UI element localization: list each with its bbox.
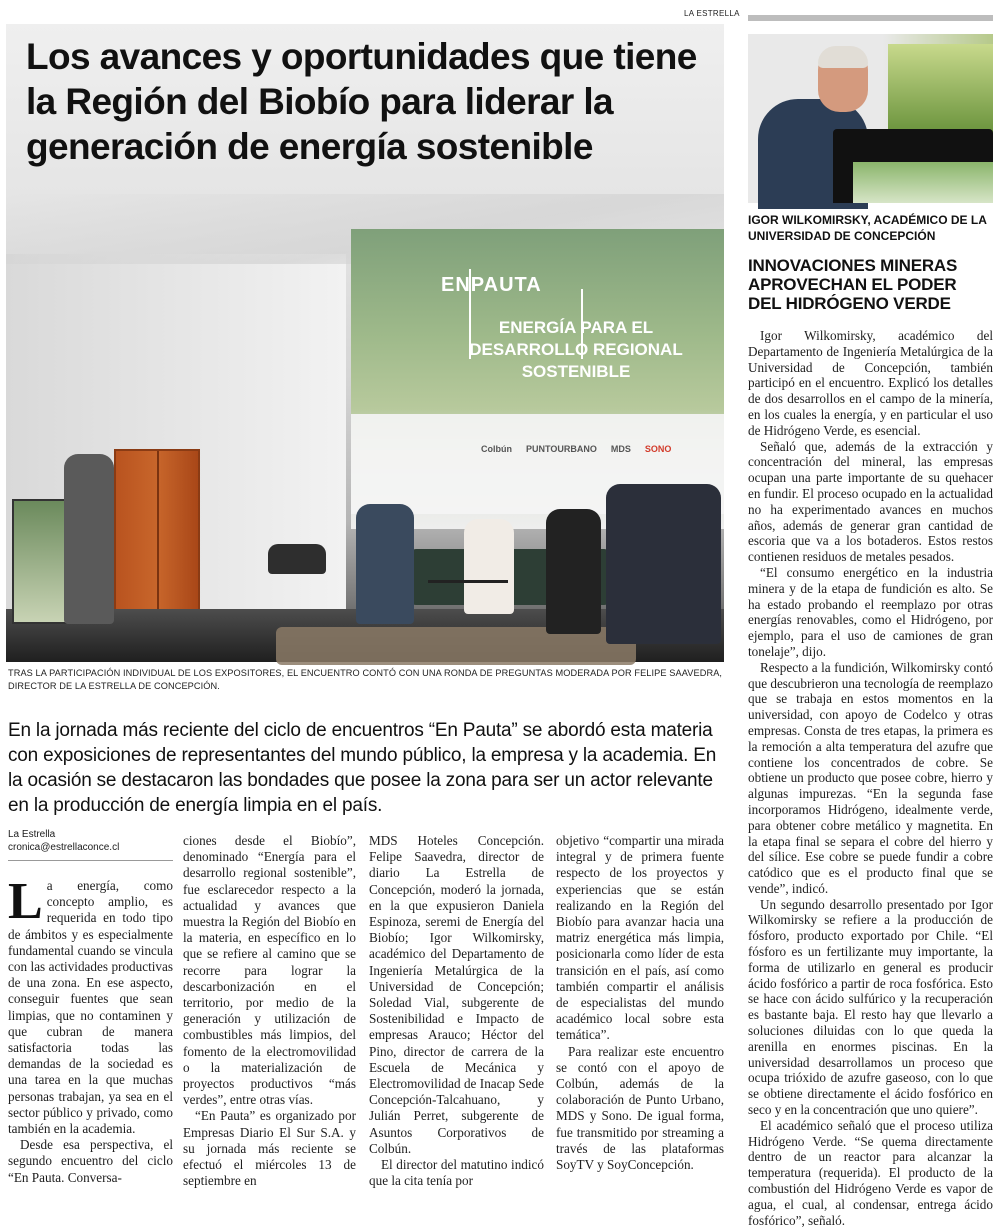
drop-cap: L — [8, 873, 43, 930]
sidebar-top-rule — [748, 15, 993, 21]
sidebar-paragraph: Respecto a la fundición, Wilkomirsky contó que descubrieron una tecnología de reemplazo que se trabaja en estos momentos en la universidad, con apoyo de Codelco y otras empresas. Consta de tres etapas, la primera es la remoción a alta temperatura del azufre que contiene los concentrados de cobre. Se obtiene un producto que posee cobre, hierro y algunas impurezas. “En la segunda fase incorporamos Hidrógeno, idealmente verde, para obtener cobre metálico y magnetita. En la etapa final se separa el cobre del hierro y del sílice. Ese cobre se puede fundir a cobre catódico que es el producto final que se vende”, indicó. — [748, 659, 993, 896]
article-column-2 — [183, 833, 356, 1189]
sponsor-logo: PUNTOURBANO — [526, 444, 597, 454]
byline-email: cronica@estrellaconce.cl — [8, 842, 120, 853]
article-column-4 — [556, 833, 724, 1173]
article-column-1 — [8, 873, 173, 1186]
stage-door — [114, 449, 200, 614]
sidebar-paragraph: “El consumo energético en la industria minera y de la etapa de fundición es alto. Se ha estado probando el reemplazo por otras energías renovables, como el Hidrógeno, por ejemplo, para el uso de camiones de gran tonelaje”, dijo. — [748, 564, 993, 659]
sponsor-logos — [481, 444, 721, 454]
body-text: Desde esa perspectiva, el segundo encuentro del ciclo “En Pauta. Conversa- — [8, 1137, 173, 1185]
masthead: LA ESTRELLA — [684, 9, 740, 18]
sidebar-photo-caption: IGOR WILKOMIRSKY, ACADÉMICO DE LA UNIVERSIDAD DE CONCEPCIÓN — [748, 213, 987, 243]
speaker-figure — [64, 454, 114, 624]
sidebar-paragraph: El académico señaló que el proceso utiliza Hidrógeno Verde. “Se quema directamente dentro de un reactor para alcanzar la temperatura (requerida). El producto de la combustión del Hidrógeno Verde es vapor de agua, el cual, al condensar, entrega ácido fosfórico”, señaló. — [748, 1117, 993, 1228]
body-text: ciones desde el Biobío”, denominado “Energía para el desarrollo regional sostenible”, fue esclarecedor respecto a la actualidad y avances que muestra la Región del Biobío en la materia, en específico en lo que se refiere al camino que se recorre para lograr la descarbonización en el territorio, por medio de la generación y utilización de combustibles más limpios, del fomento de la electromovilidad o la materialización de proyectos productivos “más verdes”, entre otras vías. — [183, 833, 356, 1108]
body-text: El director del matutino indicó que la cita tenía por — [369, 1157, 544, 1189]
screen-brand: ENPAUTA — [441, 274, 542, 296]
screen-title — [441, 274, 711, 383]
sponsor-logo: MDS — [610, 444, 631, 454]
sidebar-paragraph: Un segundo desarrollo presentado por Igor Wilkomirsky se refiere a la producción de fósforo, producto exportado por Chile. “El fósforo es un fertilizante muy importante, la forma de utilizarlo en general es producir ácido fosfórico a partir de roca fosfórica. Esto se hace con ácido sulfúrico y la recuperación es bastante baja. El resto hay que llevarlo a soluciones diluidas con lo que queda la arenilla en enormes piscinas. En la universidad desarrollamos un proceso que ocupa trióxido de azufre gaseoso, con lo que se obtiene directamente el ácido fosfórico en seco y en la concentración que uno quiere”. — [748, 896, 993, 1118]
sponsor-logo: SONO — [644, 444, 672, 454]
sponsor-logo: Colbún — [481, 444, 512, 454]
lectern — [12, 499, 67, 624]
byline-author: La Estrella — [8, 829, 56, 840]
sidebar-paragraph: Señaló que, además de la extracción y concentración del mineral, las empresas ocupan una parte importante de su quehacer en fundir. El proceso ocupado en la actualidad no ha experimentado avances en muchos años, además de generar gran cantidad de escoria que va a los botaderos. Estos restos contienen residuos de metales pesados. — [748, 438, 993, 565]
speaker-hair — [818, 46, 868, 68]
body-text: MDS Hoteles Concepción. Felipe Saavedra, director de diario La Estrella de Concepción, moderó la jornada, en la que expusieron Daniela Espinoza, seremi de Energía del Biobío; Igor Wilkomirsky, académico del Departamento de Ingeniería Metalúrgica de la Universidad de Concepción; Soledad Vial, subgerente de Sostenibilidad e Impacto de empresas Arauco; Héctor del Pino, director de carrera de la Escuela de Mecánica y Electromovilidad de Inacap Sede Concepción-Talcahuano, y Julián Perret, subgerente de Asuntos Corporativos de Colbún. — [369, 833, 544, 1156]
coffee-table — [428, 580, 508, 620]
chair — [268, 544, 326, 574]
photo-caption: TRAS LA PARTICIPACIÓN INDIVIDUAL DE LOS EXPOSITORES, EL ENCUENTRO CONTÓ CON UNA RONDA DE PREGUNTAS MODERADA POR FELIPE SAAVEDRA, DIRECTOR DE LA ESTRELLA DE CONCEPCIÓN. — [8, 668, 723, 691]
panelist-figure — [606, 484, 721, 644]
sidebar-title: INNOVACIONES MINERAS APROVECHAN EL PODER DEL HIDRÓGENO VERDE — [748, 256, 958, 313]
body-text: “En Pauta” es organizado por Empresas Diario El Sur S.A. y su jornada más reciente se efectuó el miércoles 13 de septiembre en — [183, 1108, 356, 1189]
sidebar-photo — [748, 34, 993, 203]
headline: Los avances y oportunidades que tiene la Región del Biobío para liderar la generación de energía sostenible — [26, 36, 697, 167]
sidebar-paragraph: Igor Wilkomirsky, académico del Departamento de Ingeniería Metalúrgica de la Universidad de Concepción, también participó en el encuentro. Explicó los detalles de dos desarrollos en el campo de la minería, en los cuales la energía, y en particular el uso de Hidrógeno Verde, es esencial. — [748, 328, 993, 438]
body-text: objetivo “compartir una mirada integral y de primera fuente respecto de los proyectos y experiencias que se están realizando en la Región del Biobío para avanzar hacia una matriz energética más limpia, posicionarla como líder de esta transición en el país, así como también compartir el análisis de especialistas del mundo académico local sobre esta temática”. — [556, 833, 724, 1043]
lectern-panel — [853, 162, 993, 203]
panelist-figure — [546, 509, 601, 634]
panelist-figure — [356, 504, 414, 624]
article-column-3 — [369, 833, 544, 1189]
screen-text: ENERGÍA PARA EL DESARROLLO REGIONAL SOSTENIBLE — [469, 318, 683, 381]
lead-paragraph: En la jornada más reciente del ciclo de encuentros “En Pauta” se abordó esta materia con exposiciones de representantes del mundo público, la empresa y la academia. En la ocasión se destacaron las bondades que posee la zona para ser un actor relevante en la producción de energía limpia en el país. — [8, 720, 717, 816]
sidebar-body — [748, 328, 993, 1228]
body-text: a energía, como concepto amplio, es requerida en todo tipo de ámbitos y es especialmente fundamental cuando se vincula con las actividades productivas de una zona. En ese aspecto, conseguir fuentes que sean limpias, que no contaminen y que cubran de manera satisfactoria todas las demandas de la sociedad es una tarea en la que muchas personas trabajan, ya sea en el sector público y privado, como también en la academia. — [8, 878, 173, 1137]
byline — [8, 828, 173, 861]
body-text: Para realizar este encuentro se contó con el apoyo de Colbún, además de la colaboración de Punto Urbano, MDS y Sono. De igual forma, fue transmitido por streaming a través de las plataformas SoyTV y SoyConcepción. — [556, 1043, 724, 1173]
